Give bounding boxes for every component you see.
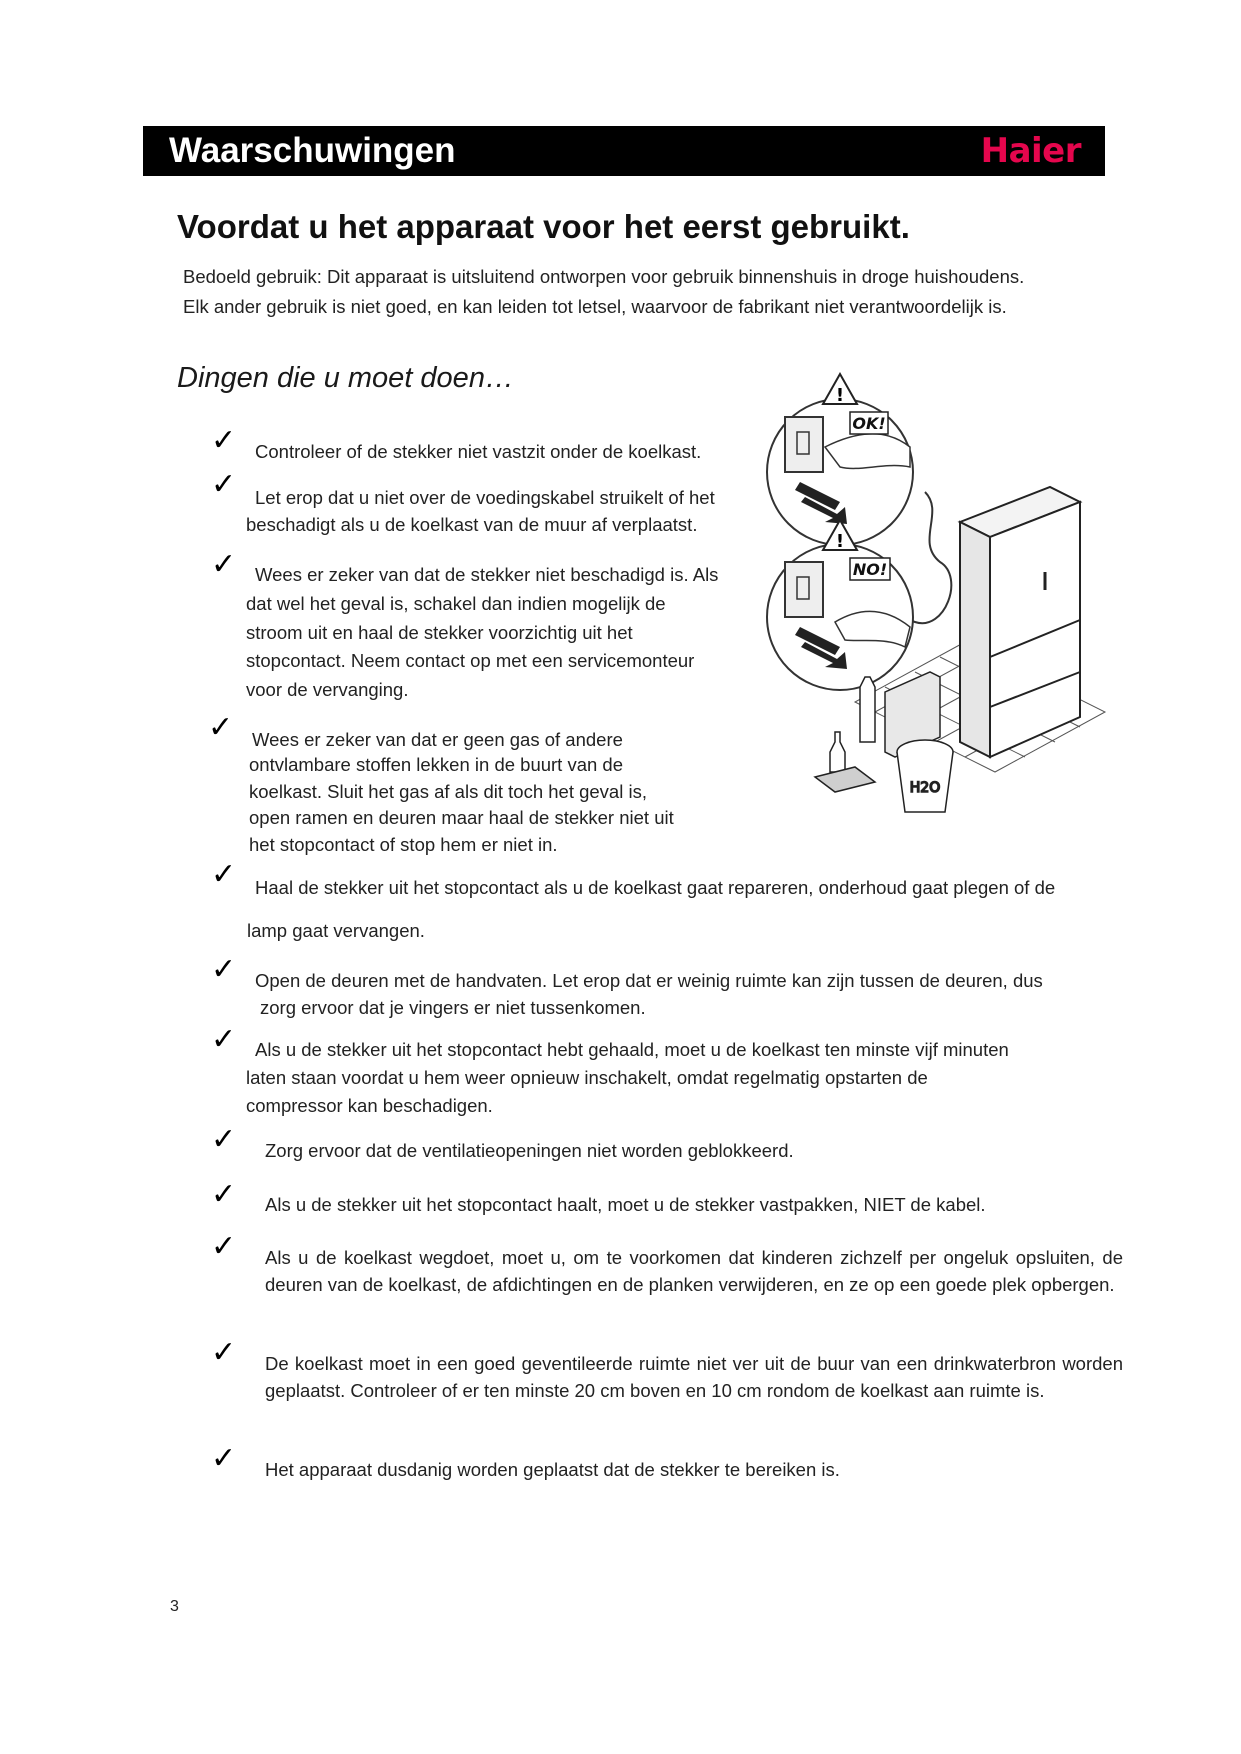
item-text: De koelkast moet in een goed geventileerde ruimte niet ver uit de buur van een drinkwaterbron worden geplaatst. Controleer of er ten minste 20 cm boven en 10 cm rondom de koelkast aan ruimte is. (265, 1353, 1123, 1401)
item-line: voor de vervanging. (246, 678, 409, 700)
checkmark-icon: ✓ (208, 710, 234, 745)
item-line: laten staan voordat u hem weer opnieuw inschakelt, omdat regelmatig opstarten de (246, 1067, 928, 1088)
intro-line: Bedoeld gebruik: Dit apparaat is uitsluitend ontworpen voor gebruik binnenshuis in droge huishoudens. (183, 266, 1025, 287)
checkmark-icon: ✓ (211, 952, 237, 987)
checkmark-icon: ✓ (211, 1122, 237, 1157)
item-line: stopcontact. Neem contact op met een servicemonteur (246, 650, 695, 671)
item-line: dat wel het geval is, schakel dan indien mogelijk de (246, 593, 666, 614)
safety-illustration (765, 372, 1115, 842)
checkmark-icon: ✓ (211, 1022, 237, 1057)
item-text (255, 438, 795, 465)
checkmark-icon: ✓ (211, 1229, 237, 1264)
item-line: lamp gaat vervangen. (247, 920, 425, 941)
header-title: Waarschuwingen (169, 131, 456, 170)
header-bar (143, 126, 1105, 176)
item-text (255, 484, 815, 511)
item-line: Wees er zeker van dat de stekker niet beschadigd is. Als (255, 564, 719, 585)
item-line: Open de deuren met de handvaten. Let erop dat er weinig ruimte kan zijn tussen de deuren, dus (255, 970, 1043, 991)
intro-line: Elk ander gebruik is niet goed, en kan leiden tot letsel, waarvoor de fabrikant niet verantwoordelijk is. (183, 296, 1007, 317)
refrigerator-icon (960, 487, 1080, 757)
checkmark-icon: ✓ (211, 467, 237, 502)
brand-logo: Haier (980, 131, 1081, 171)
item-line: Wees er zeker van dat er geen gas of andere (252, 729, 623, 750)
ok-label: OK! (852, 414, 886, 433)
chemical-bottles (815, 672, 953, 812)
item-line: open ramen en deuren maar haal de stekker niet uit (249, 807, 674, 828)
item-line: stroom uit en haal de stekker voorzichtig uit het (246, 621, 633, 643)
sub-title: Dingen die u moet doen… (177, 362, 514, 394)
checkmark-icon: ✓ (211, 1441, 237, 1476)
no-circle (767, 520, 913, 690)
checkmark-icon: ✓ (211, 547, 237, 582)
checkmark-icon: ✓ (211, 423, 237, 458)
item-line: ontvlambare stoffen lekken in de buurt van de (249, 754, 624, 775)
item-text: Als u de koelkast wegdoet, moet u, om te voorkomen dat kinderen zichzelf per ongeluk opsluiten, de deuren van de koelkast, de afdichtingen en de planken verwijderen, en ze op een goede plek opbergen. (265, 1247, 1123, 1295)
item-line: compressor kan beschadigen. (246, 1094, 493, 1116)
water-label: H2O (909, 780, 941, 796)
svg-text:!: ! (835, 531, 845, 552)
item-line: Controleer of de stekker niet vastzit onder de koelkast. (255, 441, 702, 462)
item-line: beschadigt als u de koelkast van de muur af verplaatst. (246, 514, 698, 535)
checkmark-icon: ✓ (211, 1177, 237, 1212)
item-line: Let erop dat u niet over de voedingskabel struikelt of het (255, 487, 715, 508)
item-line: Als u de stekker uit het stopcontact hebt gehaald, moet u de koelkast ten minste vijf minuten (255, 1039, 1009, 1060)
item-line: Als u de stekker uit het stopcontact haalt, moet u de stekker vastpakken, NIET de kabel. (265, 1194, 986, 1215)
page-number: 3 (170, 1598, 179, 1615)
item-text: Het apparaat dusdanig worden geplaatst dat de stekker te bereiken is. (265, 1459, 840, 1480)
item-line: zorg ervoor dat je vingers er niet tussenkomen. (260, 997, 646, 1018)
checkmark-icon: ✓ (211, 1335, 237, 1370)
intro-paragraph (183, 262, 1123, 322)
warning-triangle-icon (823, 374, 857, 406)
item-line: Zorg ervoor dat de ventilatieopeningen niet worden geblokkeerd. (265, 1140, 794, 1161)
item-line: Haal de stekker uit het stopcontact als u de koelkast gaat repareren, onderhoud gaat plegen of de (255, 877, 1056, 898)
section-title: Voordat u het apparaat voor het eerst gebruikt. (177, 208, 910, 245)
item-line: het stopcontact of stop hem er niet in. (249, 833, 558, 855)
no-label: NO! (852, 560, 888, 579)
checkmark-icon: ✓ (211, 857, 237, 892)
item-line: koelkast. Sluit het gas af als dit toch het geval is, (249, 780, 647, 802)
svg-text:!: ! (835, 385, 845, 406)
